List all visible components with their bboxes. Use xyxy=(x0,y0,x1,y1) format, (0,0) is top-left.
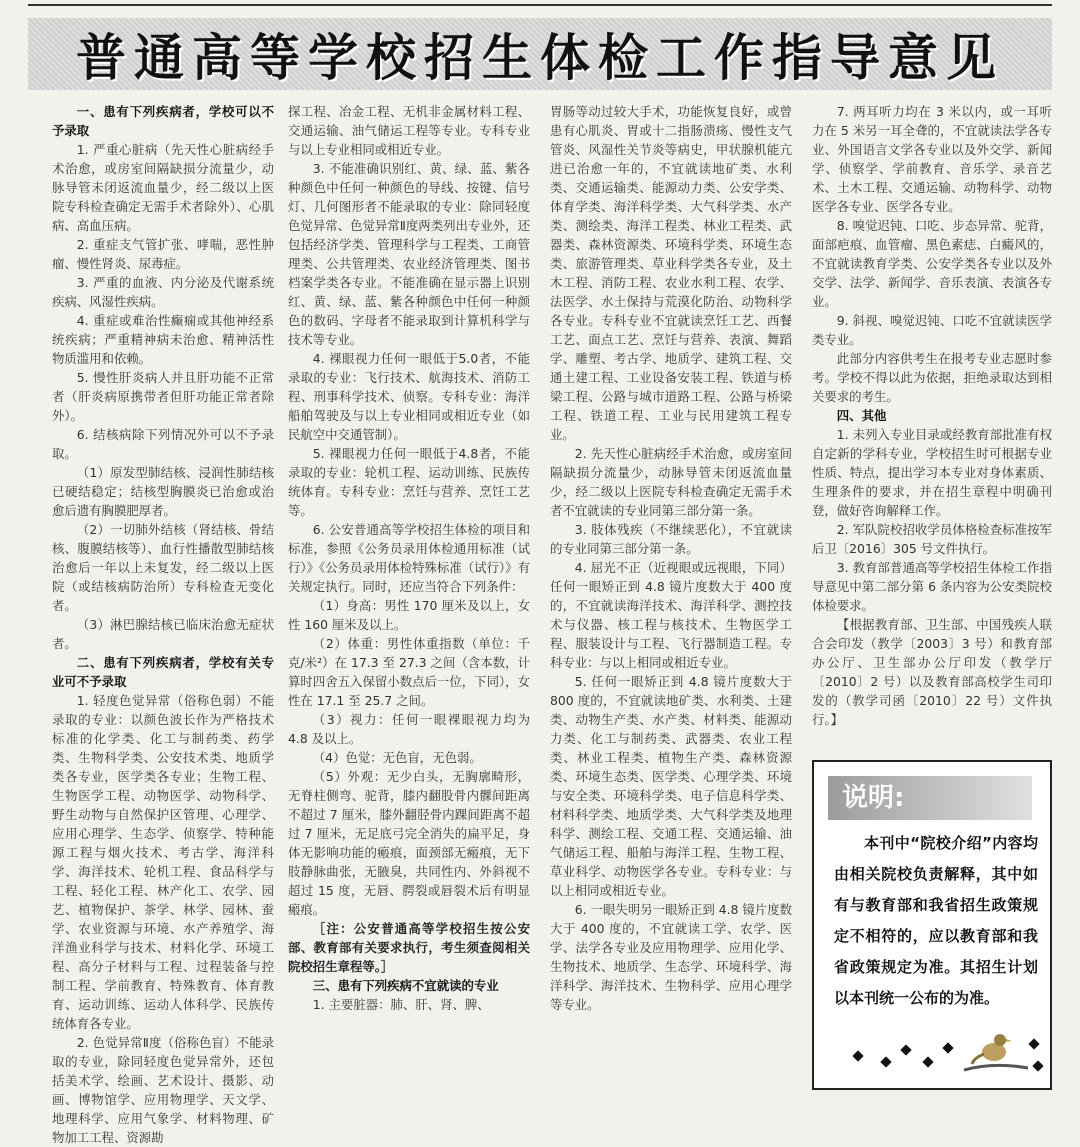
paragraph: 6. 结核病除下列情况外可以不予录取。 xyxy=(52,427,274,461)
paragraph: 1. 严重心脏病（先天性心脏病经手术治愈，或房室间隔缺损分流量少，动脉导管未闭返流血量少，经二级以上医院专科检查确定无需手术者除外）、心肌病、高血压病。 xyxy=(52,142,274,233)
section-heading: 一、患有下列疾病者，学校可以不予录取 xyxy=(52,104,274,138)
paragraph: （2）体重：男性体重指数（单位：千克/米²）在 17.3 至 27.3 之间（含本数，计算时四舍五入保留小数点后一位，下同），女性在 17.1 至 25.7 之间。 xyxy=(288,636,530,708)
note-paragraph: ［注：公安普通高等学校招生按公安部、教育部有关要求执行，考生须查阅相关院校招生章程等。］ xyxy=(288,921,530,974)
notice-heading: 说明: xyxy=(828,776,1032,820)
section-heading: 二、患有下列疾病者，学校有关专业可不予录取 xyxy=(52,655,274,689)
paragraph: 6. 一眼失明另一眼矫正到 4.8 镜片度数大于 400 度的，不宜就读工学、农学、医学、法学各专业及应用物理学、应用化学、生物技术、地质学、生态学、环境科学、海洋科学、海洋技术、生物科学、应用心理学等专业。 xyxy=(550,902,792,1012)
paragraph: 此部分内容供考生在报考专业志愿时参考。学校不得以此为依据，拒绝录取达到相关要求的考生。 xyxy=(812,351,1052,404)
text-column-3 xyxy=(550,102,792,1099)
title-banner xyxy=(28,18,1052,90)
paragraph: 3. 严重的血液、内分泌及代谢系统疾病、风湿性疾病。 xyxy=(52,275,274,309)
paragraph: 3. 不能准确识别红、黄、绿、蓝、紫各种颜色中任何一种颜色的导线、按键、信号灯、几何图形者不能录取的专业：除同轻度色觉异常、色觉异常Ⅱ度两类列出专业外，还包括经济学类、管理科学与工程类、工商管理类、公共管理类、农业经济管理类、图书档案学类各专业。不能准确在显示器上识别红、黄、绿、蓝、紫各种颜色中任何一种颜色的数码、字母者不能录取到计算机科学与技术等专业。 xyxy=(288,161,530,347)
paragraph: （1）原发型肺结核、浸润性肺结核已硬结稳定；结核型胸膜炎已治愈或治愈后遗有胸膜肥厚者。 xyxy=(52,465,274,518)
decorative-illustration xyxy=(844,1018,1049,1078)
paragraph: 【根据教育部、卫生部、中国残疾人联合会印发（教学〔2003〕3 号）和教育部办公厅、卫生部办公厅印发（教学厅〔2010〕2 号）以及教育部高校学生司印发的（教学司函〔2010〕22 号）文件执行。】 xyxy=(812,617,1052,727)
text-column-2 xyxy=(288,102,530,1099)
paragraph: （3）视力：任何一眼裸眼视力均为 4.8 及以上。 xyxy=(288,712,530,746)
paragraph: 8. 嗅觉迟钝、口吃、步态异常、驼背，面部疤痕、血管瘤、黑色素痣、白癜风的，不宜就读教育学类、公安学类各专业以及外交学、法学、新闻学、音乐表演、表演各专业。 xyxy=(812,218,1052,309)
paragraph: 1. 轻度色觉异常（俗称色弱）不能录取的专业：以颜色波长作为严格技术标准的化学类、化工与制药类、药学类、生物科学类、公安技术类、地质学类各专业，医学类各专业；生物工程、生物医学工程、动物医学、动物科学、野生动物与自然保护区管理、心理学、应用心理学、生态学、侦察学、特种能源工程与烟火技术、考古学、海洋科学、海洋技术、轮机工程、食品科学与工程、轻化工程、林产化工、农学、园艺、植物保护、茶学、林学、园林、蚕学、农业资源与环境、水产养殖学、海洋渔业科学与技术、材料化学、环境工程、高分子材料与工程、过程装备与控制工程、学前教育、特殊教育、体育教育、运动训练、运动人体科学、民族传统体育各专业。 xyxy=(52,693,274,1031)
paragraph: （5）外观：无少白头，无胸廓畸形，无脊柱侧弯、驼背，膝内翻股骨内髁间距离不超过 7 厘米，膝外翻胫骨内踝间距离不超过 7 厘米，无足底弓完全消失的扁平足，身体无影响功能的瘢痕，面颈部无瘢痕，无下肢静脉曲张，无腋臭，共同性内、外斜视不超过 15 度，无唇、腭裂或唇裂术后有明显瘢痕。 xyxy=(288,769,530,917)
text-column-4 xyxy=(812,102,1052,789)
notice-box xyxy=(812,760,1052,1090)
paragraph: 4. 裸眼视力任何一眼低于5.0者，不能录取的专业：飞行技术、航海技术、消防工程、刑事科学技术、侦察。专科专业：海洋船舶驾驶及与以上专业相同或相近专业（如民航空中交通管制）。 xyxy=(288,351,530,442)
paragraph: 9. 斜视、嗅觉迟钝、口吃不宜就读医学类专业。 xyxy=(812,313,1052,347)
notice-text xyxy=(834,828,1038,1014)
paragraph: （1）身高：男性 170 厘米及以上，女性 160 厘米及以上。 xyxy=(288,598,530,632)
bird-on-branch-icon xyxy=(964,1034,1028,1070)
paragraph: 探工程、冶金工程、无机非金属材料工程、交通运输、油气储运工程等专业。专科专业与以上专业相同或相近专业。 xyxy=(288,104,530,157)
paragraph: 3. 教育部普通高等学校招生体检工作指导意见中第二部分第 6 条内容为公安类院校体检要求。 xyxy=(812,560,1052,613)
paragraph: 2. 先天性心脏病经手术治愈，或房室间隔缺损分流量少，动脉导管未闭返流血量少，经二级以上医院专科检查确定无需手术者不宜就读的专业同第三部分第一条。 xyxy=(550,446,792,518)
paragraph: 胃肠等动过较大手术，功能恢复良好，或曾患有心肌炎、胃或十二指肠溃疡、慢性支气管炎、风湿性关节炎等病史，甲状腺机能亢进已治愈一年的，不宜就读地矿类、水利类、交通运输类、能源动力类、公安学类、体育学类、海洋科学类、大气科学类、水产类、测绘类、海洋工程类、林业工程类、武器类、森林资源类、环境科学类、环境生态类、旅游管理类、草业科学类各专业，及土木工程、消防工程、农业水利工程、农学、法医学、水土保持与荒漠化防治、动物科学各专业。专科专业不宜就读烹饪工艺、西餐工艺、面点工艺、烹饪与营养、表演、舞蹈学、雕塑、考古学、地质学、建筑工程、交通土建工程、工业设备安装工程、铁道与桥梁工程、公路与城市道路工程、公路与桥梁工程、铁道工程、工业与民用建筑工程专业。 xyxy=(550,104,792,442)
page-title: 普通高等学校招生体检工作指导意见 xyxy=(76,29,1004,87)
section-heading: 三、患有下列疾病不宜就读的专业 xyxy=(312,978,499,993)
top-rule xyxy=(28,4,1052,6)
paragraph: （2）一切肺外结核（肾结核、骨结核、腹膜结核等）、血行性播散型肺结核治愈后一年以上未复发，经二级以上医院（或结核病防治所）专科检查无变化者。 xyxy=(52,522,274,613)
paragraph: 3. 肢体残疾（不继续恶化），不宜就读的专业同第三部分第一条。 xyxy=(550,522,792,556)
paragraph: 1. 主要脏器：肺、肝、肾、脾、 xyxy=(312,997,490,1012)
paragraph: 5. 任何一眼矫正到 4.8 镜片度数大于 800 度的，不宜就读地矿类、水利类、土建类、动物生产类、水产类、材料类、能源动力类、化工与制药类、武器类、农业工程类、林业工程类、植物生产类、森林资源类、环境生态类、医学类、心理学类、环境与安全类、环境科学类、电子信息科学类、材料科学类、地质学类、大气科学类及地理科学、测绘工程、交通工程、交通运输、油气储运工程、船舶与海洋工程、生物工程、草业科学、动物医学各专业。专科专业：与以上相同或相近专业。 xyxy=(550,674,792,898)
paragraph: 2. 军队院校招收学员体格检查标准按军后卫〔2016〕305 号文件执行。 xyxy=(812,522,1052,556)
paragraph: 5. 慢性肝炎病人并且肝功能不正常者（肝炎病原携带者但肝功能正常者除外）。 xyxy=(52,370,274,423)
paragraph: 6. 公安普通高等学校招生体检的项目和标准，参照《公务员录用体检通用标准（试行）》《公务员录用体检特殊标准（试行）》有关规定执行。同时，还应当符合下列条件： xyxy=(288,522,530,594)
notice-body: 本刊中“院校介绍”内容均由相关院校负责解释，其中如有与教育部和我省招生政策规定不相符的，应以教育部和我省政策规定为准。其招生计划以本刊统一公布的为准。 xyxy=(834,834,1038,1007)
paragraph: 4. 重症或难治性癫痫或其他神经系统疾病；严重精神病未治愈、精神活性物质滥用和依赖。 xyxy=(52,313,274,366)
paragraph: 2. 色觉异常Ⅱ度（俗称色盲）不能录取的专业，除同轻度色觉异常外，还包括美术学、绘画、艺术设计、摄影、动画、博物馆学、应用物理学、天文学、地理科学、应用气象学、材料物理、矿物加工工程、资源勘 xyxy=(52,1035,274,1145)
section-heading: 四、其他 xyxy=(836,408,887,423)
paragraph: 4. 屈光不正（近视眼或远视眼，下同）任何一眼矫正到 4.8 镜片度数大于 400 度的，不宜就读海洋技术、海洋科学、测控技术与仪器、核工程与核技术、生物医学工程、服装设计与工程、飞行器制造工程。专科专业：与以上相同或相近专业。 xyxy=(550,560,792,670)
paragraph: 2. 重症支气管扩张、哮喘，恶性肿瘤、慢性肾炎、尿毒症。 xyxy=(52,237,274,271)
text-column-1 xyxy=(52,102,274,1145)
paragraph: 1. 未列入专业目录或经教育部批准有权自定新的学科专业，学校招生时可根据专业性质、特点，提出学习本专业对身体素质、生理条件的要求，并在招生章程中明确刊登，做好咨询解释工作。 xyxy=(812,427,1052,518)
paragraph: 5. 裸眼视力任何一眼低于4.8者，不能录取的专业：轮机工程、运动训练、民族传统体育。专科专业：烹饪与营养、烹饪工艺等。 xyxy=(288,446,530,518)
paragraph: （3）淋巴腺结核已临床治愈无症状者。 xyxy=(52,617,274,651)
paragraph: （4）色觉：无色盲，无色弱。 xyxy=(312,750,482,765)
paragraph: 7. 两耳听力均在 3 米以内，或一耳听力在 5 米另一耳全聋的，不宜就读法学各专业、外国语言文学各专业以及外交学、新闻学、侦察学、学前教育、音乐学、录音艺术、土木工程、交通运输、动物科学、动物医学各专业、医学各专业。 xyxy=(812,104,1052,214)
